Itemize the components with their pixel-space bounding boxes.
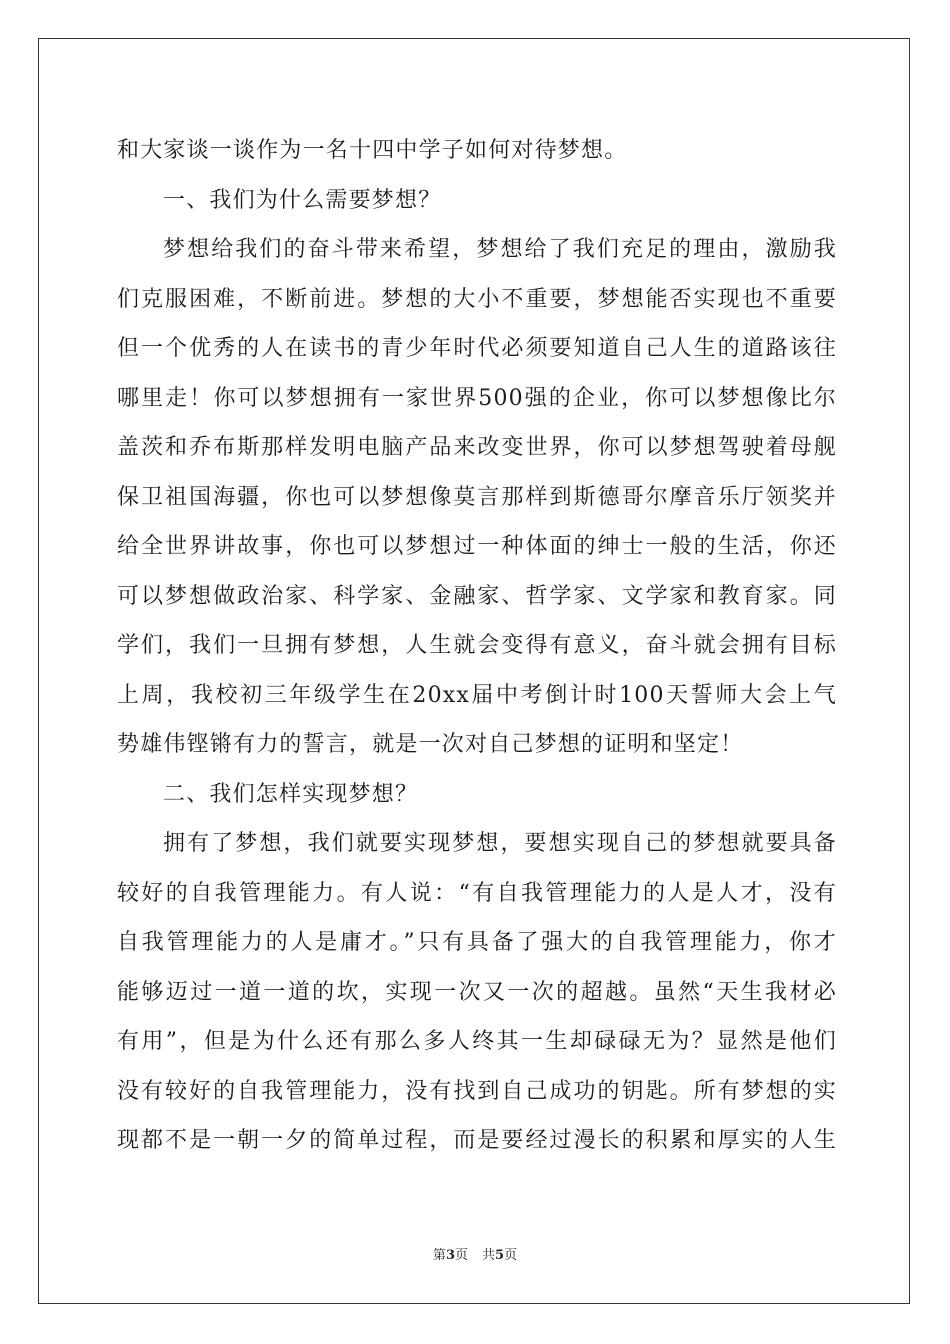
text-line: 但一个优秀的人在读书的青少年时代必须要知道自己人生的道路该往 (117, 336, 837, 361)
document-body (117, 126, 837, 1166)
text-line: 现都不是一朝一夕的简单过程，而是要经过漫长的积累和厚实的人生 (117, 1128, 837, 1153)
section-heading: 一、我们为什么需要梦想？ (163, 187, 442, 213)
total-pages-count: 5 (495, 1248, 505, 1263)
page-number-suffix: 页 (454, 1248, 468, 1263)
page-number-prefix: 第 (432, 1248, 446, 1263)
page-number-current: 3 (445, 1248, 455, 1263)
section-heading: 二、我们怎样实现梦想？ (163, 781, 419, 807)
total-pages-suffix: 页 (504, 1248, 518, 1263)
total-pages-prefix: 共 (482, 1248, 496, 1263)
text-line: 梦想给我们的奋斗带来希望，梦想给了我们充足的理由，激励我 (163, 237, 837, 262)
text-line: 有用”，但是为什么还有那么多人终其一生却碌碌无为？显然是他们 (117, 1029, 837, 1054)
text-line: 哪里走！你可以梦想拥有一家世界500强的企业，你可以梦想像比尔 (117, 385, 837, 411)
text-line: 可以梦想做政治家、科学家、金融家、哲学家、文学家和教育家。同 (117, 583, 837, 609)
text-line: 保卫祖国海疆，你也可以梦想像莫言那样到斯德哥尔摩音乐厅领奖并 (117, 484, 837, 510)
text-line: 上周，我校初三年级学生在20xx届中考倒计时100天誓师大会上气 (117, 682, 837, 708)
text-line: 拥有了梦想，我们就要实现梦想，要想实现自己的梦想就要具备 (163, 831, 837, 856)
text-line: 自我管理能力的人是庸才。”只有具备了强大的自我管理能力，你才 (117, 930, 837, 955)
text-line: 们克服困难，不断前进。梦想的大小不重要，梦想能否实现也不重要 (117, 286, 837, 312)
text-line: 给全世界讲故事，你也可以梦想过一种体面的绅士一般的生活，你还 (117, 534, 837, 559)
text-line: 没有较好的自我管理能力，没有找到自己成功的钥匙。所有梦想的实 (117, 1078, 837, 1104)
text-line: 和大家谈一谈作为一名十四中学子如何对待梦想。 (117, 138, 628, 163)
text-line: 盖茨和乔布斯那样发明电脑产品来改变世界，你可以梦想驾驶着母舰 (117, 435, 837, 460)
text-line: 势雄伟铿锵有力的誓言，就是一次对自己梦想的证明和坚定！ (117, 732, 744, 757)
text-line: 学们，我们一旦拥有梦想，人生就会变得有意义，奋斗就会拥有目标 (117, 633, 837, 658)
text-line: 能够迈过一道一道的坎，实现一次又一次的超越。虽然“天生我材必 (117, 979, 837, 1005)
page-footer (0, 1247, 950, 1265)
text-line: 较好的自我管理能力。有人说：“有自我管理能力的人是人才，没有 (117, 880, 837, 906)
